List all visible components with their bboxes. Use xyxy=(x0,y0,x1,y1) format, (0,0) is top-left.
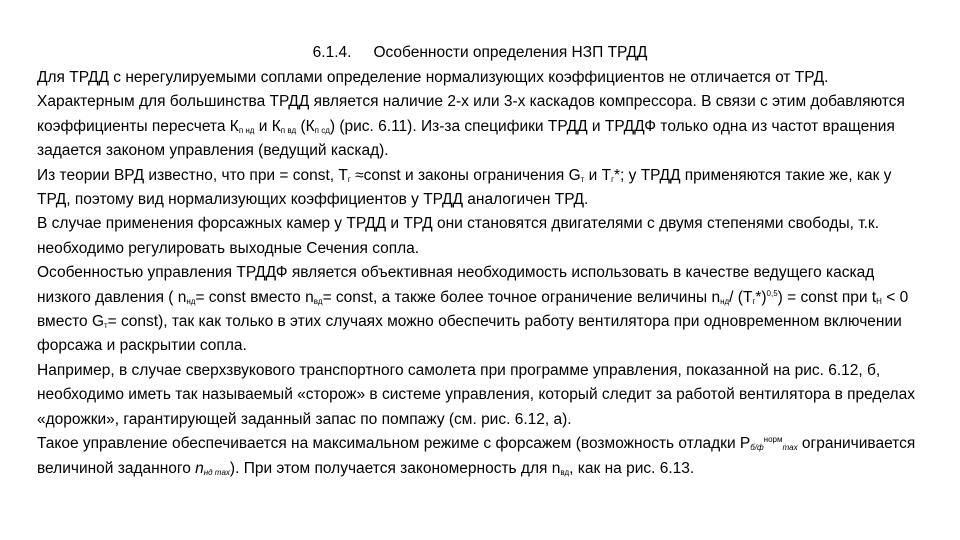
paragraph-4: В случае применения форсажных камер у ТРДД и ТРД они становятся двигателями с двумя степенями свободы, т.к. необходимо регулировать выходные Сечения сопла. xyxy=(37,215,879,257)
subscript: вд xyxy=(313,296,323,306)
subscript: нд max xyxy=(203,467,230,477)
subscript: г xyxy=(611,174,614,184)
section-title: Особенности определения НЗП ТРДД xyxy=(373,44,648,61)
text-run: ). При этом получается закономерность для n xyxy=(229,459,561,477)
text-run: = const, а также более точное ограничение величины n xyxy=(322,288,721,306)
paragraph-5 xyxy=(37,261,923,359)
subscript: п сд xyxy=(314,125,330,135)
paragraph-3 xyxy=(37,164,923,213)
text-run: и К xyxy=(254,117,281,135)
text-run: Из теории ВРД известно, что при = const, Т xyxy=(37,166,348,184)
subscript: нд xyxy=(720,296,730,306)
text-run: = const), так как только в этих случаях можно обеспечить работу вентилятора при одновременном включении форсажа и раскрытии сопла. xyxy=(37,313,902,355)
text-run: ) (рис. 6.11). Из-за специфики ТРДД и ТРДДФ только одна из частот вращения задается законом управления (ведущий каскад). xyxy=(37,117,895,160)
paragraph-1: Для ТРДД с нерегулируемыми соплами определение нормализующих коэффициентов не отличается от ТРД. xyxy=(37,69,829,86)
text-run: ) = const при t xyxy=(777,288,877,306)
subscript: нд xyxy=(186,296,196,306)
text-run: Особенностью управления ТРДДФ является объективная необходимость использовать в качестве ведущего каскад низкого давления ( n xyxy=(37,264,875,306)
superscript: 0,5 xyxy=(766,288,778,298)
paragraph-2 xyxy=(37,90,923,163)
subscript: вд xyxy=(560,467,570,477)
text-run: *; у ТРДД применяются такие же, как у ТРД, поэтому вид нормализующих коэффициентов у ТРДД аналогичен ТРД. xyxy=(37,166,892,209)
text-run: / (Т xyxy=(729,288,753,306)
text-run: ≈const и законы ограничения G xyxy=(350,166,581,184)
italic-symbol: n xyxy=(195,459,204,477)
subscript: г xyxy=(752,296,756,306)
subscript: max xyxy=(782,443,798,453)
paragraph-6: Например, в случае сверхзвукового транспортного самолета при программе управления, показанной на рис. 6.12, б, необходимо иметь так называемый «сторож» в системе управления, который следит за работой вентилятора в пределах «дорожки», гарантирующей заданный запас по помпажу (см. рис. 6.12, а). xyxy=(37,361,915,428)
section-number: 6.1.4. xyxy=(312,44,352,61)
text-run: и Т xyxy=(584,166,612,184)
text-run: ограничивается величиной заданного xyxy=(37,435,916,477)
body-text xyxy=(37,66,923,481)
subscript: б/ф xyxy=(750,443,764,453)
superscript: норм xyxy=(763,435,783,445)
text-run: Такое управление обеспечивается на максимальном режиме с форсажем (возможность отладки Р xyxy=(37,435,751,453)
subscript: п вд xyxy=(280,125,297,135)
text-run: Характерным для большинства ТРДД является наличие 2-х или 3-х каскадов компрессора. В связи с этим добавляются коэффициенты пересчета К xyxy=(37,93,905,135)
text-run: (К xyxy=(296,117,315,135)
paragraph-7 xyxy=(37,432,923,481)
subscript: т xyxy=(580,174,585,184)
subscript: г xyxy=(347,174,351,184)
section-heading xyxy=(0,43,960,63)
subscript: Н xyxy=(876,296,882,306)
text-run: *) xyxy=(755,288,767,306)
subscript: т xyxy=(104,321,108,331)
text-run: , как на рис. 6.13. xyxy=(569,459,695,477)
text-run: < 0 вместо G xyxy=(37,288,909,331)
subscript: п нд xyxy=(238,125,255,135)
text-run: = const вместо n xyxy=(195,288,314,306)
